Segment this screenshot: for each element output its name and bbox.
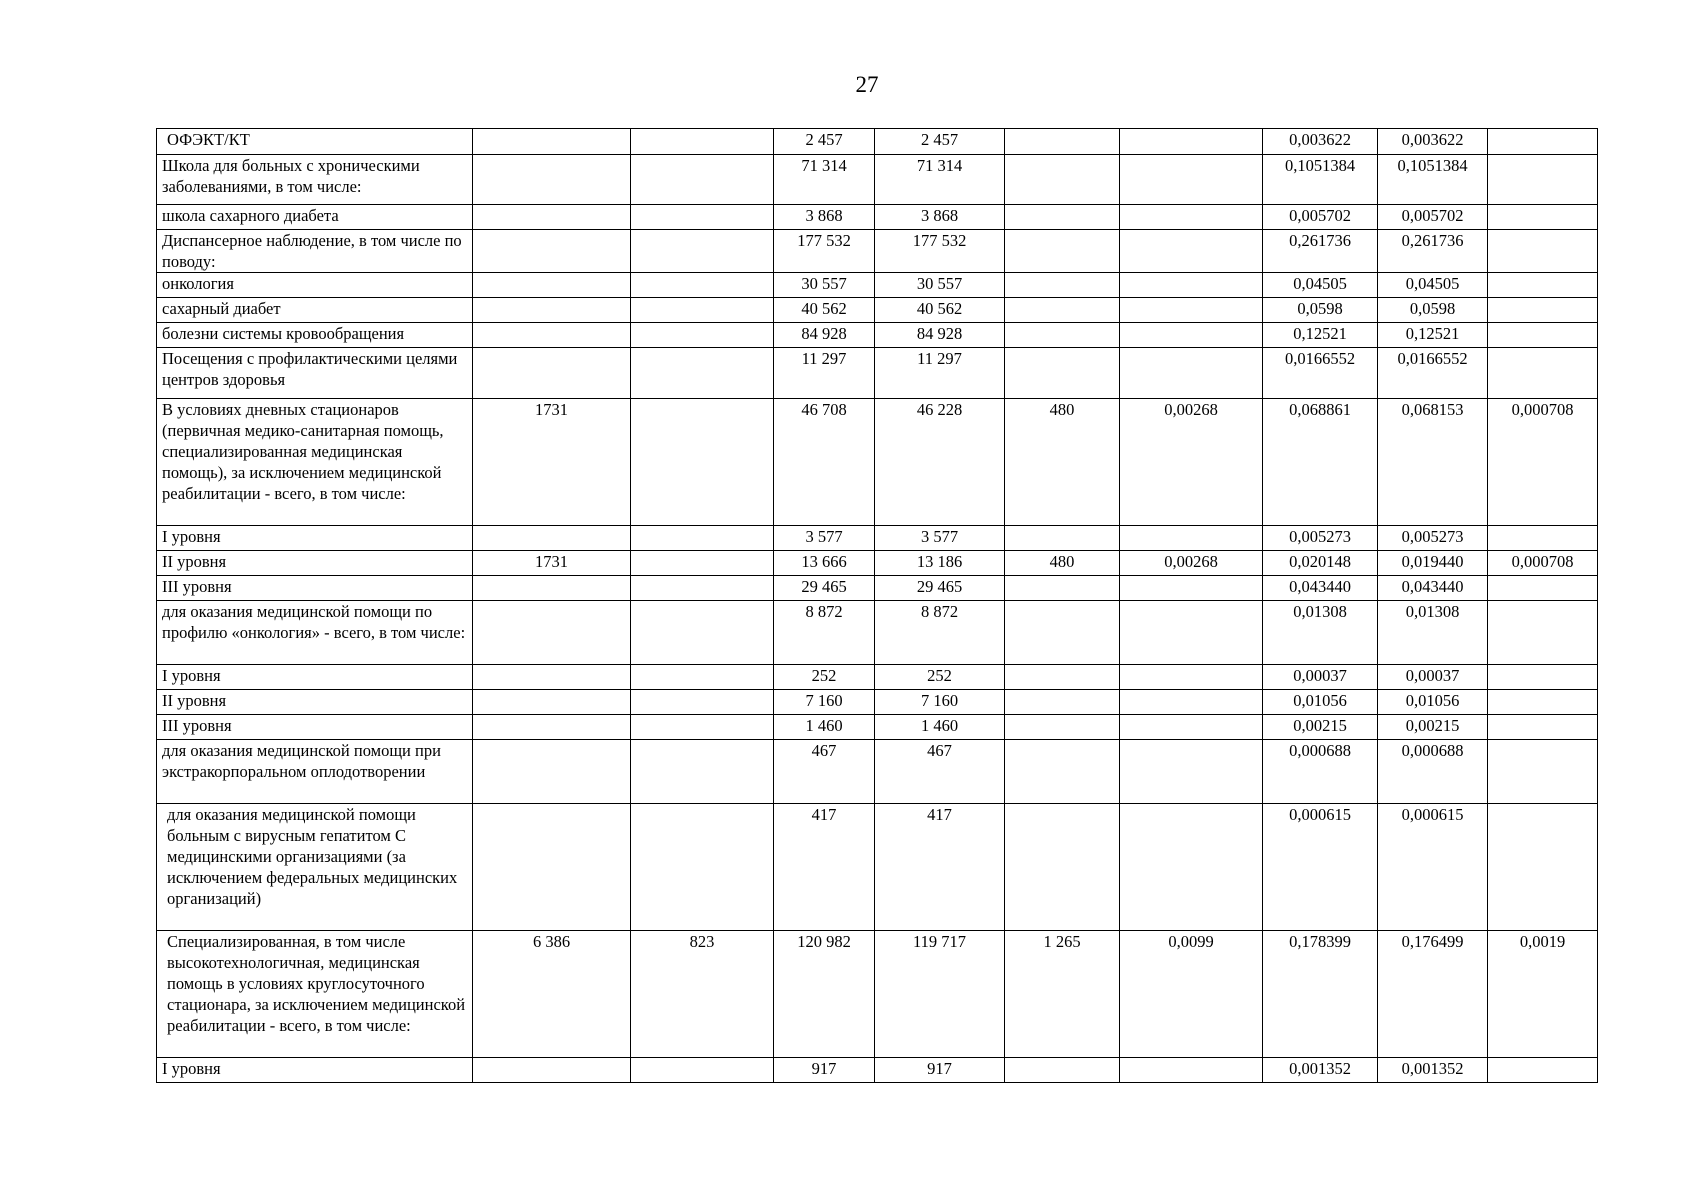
cell-col-9 — [1488, 740, 1598, 804]
cell-col-2 — [631, 551, 774, 576]
table-row — [157, 298, 1598, 323]
cell-col-5 — [1005, 230, 1120, 273]
row-label: III уровня — [157, 715, 473, 740]
cell-col-9 — [1488, 348, 1598, 399]
cell-col-3: 13 666 — [774, 551, 875, 576]
cell-col-4: 467 — [875, 740, 1005, 804]
row-label: II уровня — [157, 690, 473, 715]
cell-col-6 — [1120, 715, 1263, 740]
cell-col-6 — [1120, 665, 1263, 690]
table-row — [157, 399, 1598, 526]
cell-col-4: 119 717 — [875, 931, 1005, 1058]
cell-col-8: 0,003622 — [1378, 129, 1488, 155]
cell-col-9 — [1488, 601, 1598, 665]
cell-col-5 — [1005, 576, 1120, 601]
cell-col-8: 0,0166552 — [1378, 348, 1488, 399]
cell-col-4: 30 557 — [875, 273, 1005, 298]
cell-col-2 — [631, 804, 774, 931]
cell-col-5 — [1005, 665, 1120, 690]
cell-col-3: 3 868 — [774, 205, 875, 230]
cell-col-1 — [473, 348, 631, 399]
cell-col-2 — [631, 155, 774, 205]
cell-col-6 — [1120, 298, 1263, 323]
cell-col-4: 7 160 — [875, 690, 1005, 715]
cell-col-1: 6 386 — [473, 931, 631, 1058]
cell-col-9 — [1488, 273, 1598, 298]
cell-col-1 — [473, 1058, 631, 1083]
cell-col-8: 0,005702 — [1378, 205, 1488, 230]
cell-col-8: 0,01056 — [1378, 690, 1488, 715]
cell-col-4: 917 — [875, 1058, 1005, 1083]
cell-col-4: 40 562 — [875, 298, 1005, 323]
cell-col-1 — [473, 804, 631, 931]
cell-col-3: 252 — [774, 665, 875, 690]
table-row — [157, 273, 1598, 298]
table-row — [157, 155, 1598, 205]
cell-col-6 — [1120, 804, 1263, 931]
cell-col-2 — [631, 273, 774, 298]
cell-col-6 — [1120, 601, 1263, 665]
cell-col-3: 2 457 — [774, 129, 875, 155]
cell-col-1 — [473, 526, 631, 551]
cell-col-9: 0,000708 — [1488, 551, 1598, 576]
cell-col-7: 0,04505 — [1263, 273, 1378, 298]
cell-col-6: 0,00268 — [1120, 399, 1263, 526]
cell-col-9 — [1488, 804, 1598, 931]
cell-col-9 — [1488, 665, 1598, 690]
cell-col-8: 0,043440 — [1378, 576, 1488, 601]
table-row — [157, 1058, 1598, 1083]
cell-col-8: 0,261736 — [1378, 230, 1488, 273]
row-label: Специализированная, в том числе высокотехнологичная, медицинская помощь в условиях круглосуточного стационара, за исключением медицинской реабилитации - всего, в том числе: — [157, 931, 473, 1058]
cell-col-7: 0,261736 — [1263, 230, 1378, 273]
cell-col-4: 1 460 — [875, 715, 1005, 740]
row-label: онкология — [157, 273, 473, 298]
cell-col-3: 30 557 — [774, 273, 875, 298]
cell-col-1 — [473, 129, 631, 155]
cell-col-5 — [1005, 715, 1120, 740]
cell-col-8: 0,00037 — [1378, 665, 1488, 690]
cell-col-5 — [1005, 205, 1120, 230]
cell-col-7: 0,1051384 — [1263, 155, 1378, 205]
cell-col-3: 417 — [774, 804, 875, 931]
table-row — [157, 230, 1598, 273]
cell-col-7: 0,01308 — [1263, 601, 1378, 665]
cell-col-1 — [473, 323, 631, 348]
table-row — [157, 690, 1598, 715]
cell-col-1 — [473, 690, 631, 715]
cell-col-8: 0,001352 — [1378, 1058, 1488, 1083]
cell-col-7: 0,00215 — [1263, 715, 1378, 740]
cell-col-7: 0,12521 — [1263, 323, 1378, 348]
table-row — [157, 931, 1598, 1058]
cell-col-6: 0,00268 — [1120, 551, 1263, 576]
cell-col-9 — [1488, 576, 1598, 601]
cell-col-1 — [473, 576, 631, 601]
cell-col-5 — [1005, 273, 1120, 298]
cell-col-6 — [1120, 740, 1263, 804]
cell-col-1: 1731 — [473, 399, 631, 526]
cell-col-6 — [1120, 323, 1263, 348]
cell-col-6 — [1120, 273, 1263, 298]
cell-col-5: 1 265 — [1005, 931, 1120, 1058]
cell-col-2 — [631, 576, 774, 601]
cell-col-4: 417 — [875, 804, 1005, 931]
cell-col-5 — [1005, 740, 1120, 804]
data-table — [156, 128, 1598, 1083]
row-label: для оказания медицинской помощи больным с вирусным гепатитом С медицинскими организациями (за исключением федеральных медицинских организаций) — [157, 804, 473, 931]
cell-col-7: 0,005273 — [1263, 526, 1378, 551]
cell-col-8: 0,000615 — [1378, 804, 1488, 931]
cell-col-3: 71 314 — [774, 155, 875, 205]
cell-col-1 — [473, 665, 631, 690]
cell-col-4: 13 186 — [875, 551, 1005, 576]
cell-col-6 — [1120, 690, 1263, 715]
cell-col-5 — [1005, 804, 1120, 931]
cell-col-2 — [631, 526, 774, 551]
cell-col-9 — [1488, 526, 1598, 551]
cell-col-8: 0,12521 — [1378, 323, 1488, 348]
table-row — [157, 348, 1598, 399]
cell-col-3: 120 982 — [774, 931, 875, 1058]
cell-col-2 — [631, 205, 774, 230]
cell-col-7: 0,0598 — [1263, 298, 1378, 323]
cell-col-9 — [1488, 230, 1598, 273]
cell-col-1: 1731 — [473, 551, 631, 576]
cell-col-3: 11 297 — [774, 348, 875, 399]
cell-col-4: 3 868 — [875, 205, 1005, 230]
cell-col-8: 0,0598 — [1378, 298, 1488, 323]
cell-col-7: 0,003622 — [1263, 129, 1378, 155]
row-label: Посещения с профилактическими целями центров здоровья — [157, 348, 473, 399]
cell-col-9 — [1488, 205, 1598, 230]
cell-col-8: 0,005273 — [1378, 526, 1488, 551]
cell-col-4: 71 314 — [875, 155, 1005, 205]
cell-col-5: 480 — [1005, 399, 1120, 526]
row-label: Диспансерное наблюдение, в том числе по поводу: — [157, 230, 473, 273]
cell-col-2 — [631, 1058, 774, 1083]
cell-col-2: 823 — [631, 931, 774, 1058]
cell-col-9: 0,000708 — [1488, 399, 1598, 526]
row-label: для оказания медицинской помощи по профилю «онкология» - всего, в том числе: — [157, 601, 473, 665]
cell-col-5: 480 — [1005, 551, 1120, 576]
table-row — [157, 129, 1598, 155]
cell-col-2 — [631, 399, 774, 526]
table-body — [157, 129, 1598, 1083]
cell-col-6 — [1120, 576, 1263, 601]
cell-col-6 — [1120, 205, 1263, 230]
table-row — [157, 665, 1598, 690]
cell-col-4: 177 532 — [875, 230, 1005, 273]
cell-col-3: 177 532 — [774, 230, 875, 273]
cell-col-3: 8 872 — [774, 601, 875, 665]
cell-col-3: 467 — [774, 740, 875, 804]
row-label: болезни системы кровообращения — [157, 323, 473, 348]
cell-col-7: 0,178399 — [1263, 931, 1378, 1058]
cell-col-4: 252 — [875, 665, 1005, 690]
cell-col-1 — [473, 601, 631, 665]
row-label: школа сахарного диабета — [157, 205, 473, 230]
row-label: для оказания медицинской помощи при экстракорпоральном оплодотворении — [157, 740, 473, 804]
cell-col-3: 917 — [774, 1058, 875, 1083]
cell-col-7: 0,005702 — [1263, 205, 1378, 230]
cell-col-7: 0,000688 — [1263, 740, 1378, 804]
cell-col-2 — [631, 690, 774, 715]
cell-col-7: 0,01056 — [1263, 690, 1378, 715]
cell-col-5 — [1005, 298, 1120, 323]
cell-col-3: 84 928 — [774, 323, 875, 348]
cell-col-5 — [1005, 129, 1120, 155]
cell-col-9 — [1488, 1058, 1598, 1083]
cell-col-1 — [473, 230, 631, 273]
table-row — [157, 205, 1598, 230]
row-label: В условиях дневных стационаров (первичная медико-санитарная помощь, специализированная медицинская помощь), за исключением медицинской реабилитации - всего, в том числе: — [157, 399, 473, 526]
cell-col-9 — [1488, 129, 1598, 155]
cell-col-1 — [473, 715, 631, 740]
cell-col-9 — [1488, 690, 1598, 715]
cell-col-2 — [631, 298, 774, 323]
cell-col-6 — [1120, 348, 1263, 399]
cell-col-4: 2 457 — [875, 129, 1005, 155]
table-row — [157, 526, 1598, 551]
row-label: III уровня — [157, 576, 473, 601]
cell-col-7: 0,043440 — [1263, 576, 1378, 601]
cell-col-8: 0,04505 — [1378, 273, 1488, 298]
cell-col-5 — [1005, 323, 1120, 348]
table-row — [157, 740, 1598, 804]
cell-col-7: 0,0166552 — [1263, 348, 1378, 399]
cell-col-8: 0,019440 — [1378, 551, 1488, 576]
cell-col-1 — [473, 740, 631, 804]
cell-col-5 — [1005, 1058, 1120, 1083]
table-row — [157, 804, 1598, 931]
cell-col-6 — [1120, 526, 1263, 551]
cell-col-7: 0,000615 — [1263, 804, 1378, 931]
cell-col-9 — [1488, 298, 1598, 323]
row-label: I уровня — [157, 665, 473, 690]
cell-col-6: 0,0099 — [1120, 931, 1263, 1058]
cell-col-3: 29 465 — [774, 576, 875, 601]
cell-col-4: 11 297 — [875, 348, 1005, 399]
cell-col-3: 40 562 — [774, 298, 875, 323]
cell-col-2 — [631, 665, 774, 690]
cell-col-8: 0,1051384 — [1378, 155, 1488, 205]
cell-col-9 — [1488, 323, 1598, 348]
cell-col-1 — [473, 205, 631, 230]
cell-col-5 — [1005, 348, 1120, 399]
cell-col-8: 0,068153 — [1378, 399, 1488, 526]
cell-col-4: 3 577 — [875, 526, 1005, 551]
page-number: 27 — [855, 72, 879, 97]
cell-col-8: 0,000688 — [1378, 740, 1488, 804]
cell-col-3: 3 577 — [774, 526, 875, 551]
cell-col-2 — [631, 740, 774, 804]
cell-col-1 — [473, 273, 631, 298]
cell-col-4: 29 465 — [875, 576, 1005, 601]
cell-col-2 — [631, 129, 774, 155]
cell-col-4: 46 228 — [875, 399, 1005, 526]
cell-col-3: 7 160 — [774, 690, 875, 715]
table-row — [157, 601, 1598, 665]
cell-col-9: 0,0019 — [1488, 931, 1598, 1058]
cell-col-7: 0,068861 — [1263, 399, 1378, 526]
cell-col-2 — [631, 230, 774, 273]
cell-col-2 — [631, 601, 774, 665]
cell-col-9 — [1488, 715, 1598, 740]
cell-col-2 — [631, 323, 774, 348]
cell-col-1 — [473, 298, 631, 323]
cell-col-5 — [1005, 526, 1120, 551]
cell-col-5 — [1005, 690, 1120, 715]
row-label: сахарный диабет — [157, 298, 473, 323]
cell-col-4: 8 872 — [875, 601, 1005, 665]
row-label: II уровня — [157, 551, 473, 576]
cell-col-8: 0,01308 — [1378, 601, 1488, 665]
row-label: I уровня — [157, 526, 473, 551]
cell-col-4: 84 928 — [875, 323, 1005, 348]
cell-col-3: 1 460 — [774, 715, 875, 740]
row-label: Школа для больных с хроническими заболеваниями, в том числе: — [157, 155, 473, 205]
cell-col-6 — [1120, 230, 1263, 273]
table-row — [157, 551, 1598, 576]
table-row — [157, 715, 1598, 740]
cell-col-3: 46 708 — [774, 399, 875, 526]
cell-col-1 — [473, 155, 631, 205]
table-row — [157, 323, 1598, 348]
cell-col-8: 0,176499 — [1378, 931, 1488, 1058]
cell-col-8: 0,00215 — [1378, 715, 1488, 740]
row-label: I уровня — [157, 1058, 473, 1083]
cell-col-6 — [1120, 155, 1263, 205]
cell-col-9 — [1488, 155, 1598, 205]
cell-col-6 — [1120, 129, 1263, 155]
cell-col-7: 0,001352 — [1263, 1058, 1378, 1083]
cell-col-7: 0,00037 — [1263, 665, 1378, 690]
cell-col-2 — [631, 348, 774, 399]
cell-col-5 — [1005, 155, 1120, 205]
row-label: ОФЭКТ/КТ — [157, 129, 473, 155]
cell-col-6 — [1120, 1058, 1263, 1083]
cell-col-5 — [1005, 601, 1120, 665]
cell-col-2 — [631, 715, 774, 740]
table-row — [157, 576, 1598, 601]
cell-col-7: 0,020148 — [1263, 551, 1378, 576]
